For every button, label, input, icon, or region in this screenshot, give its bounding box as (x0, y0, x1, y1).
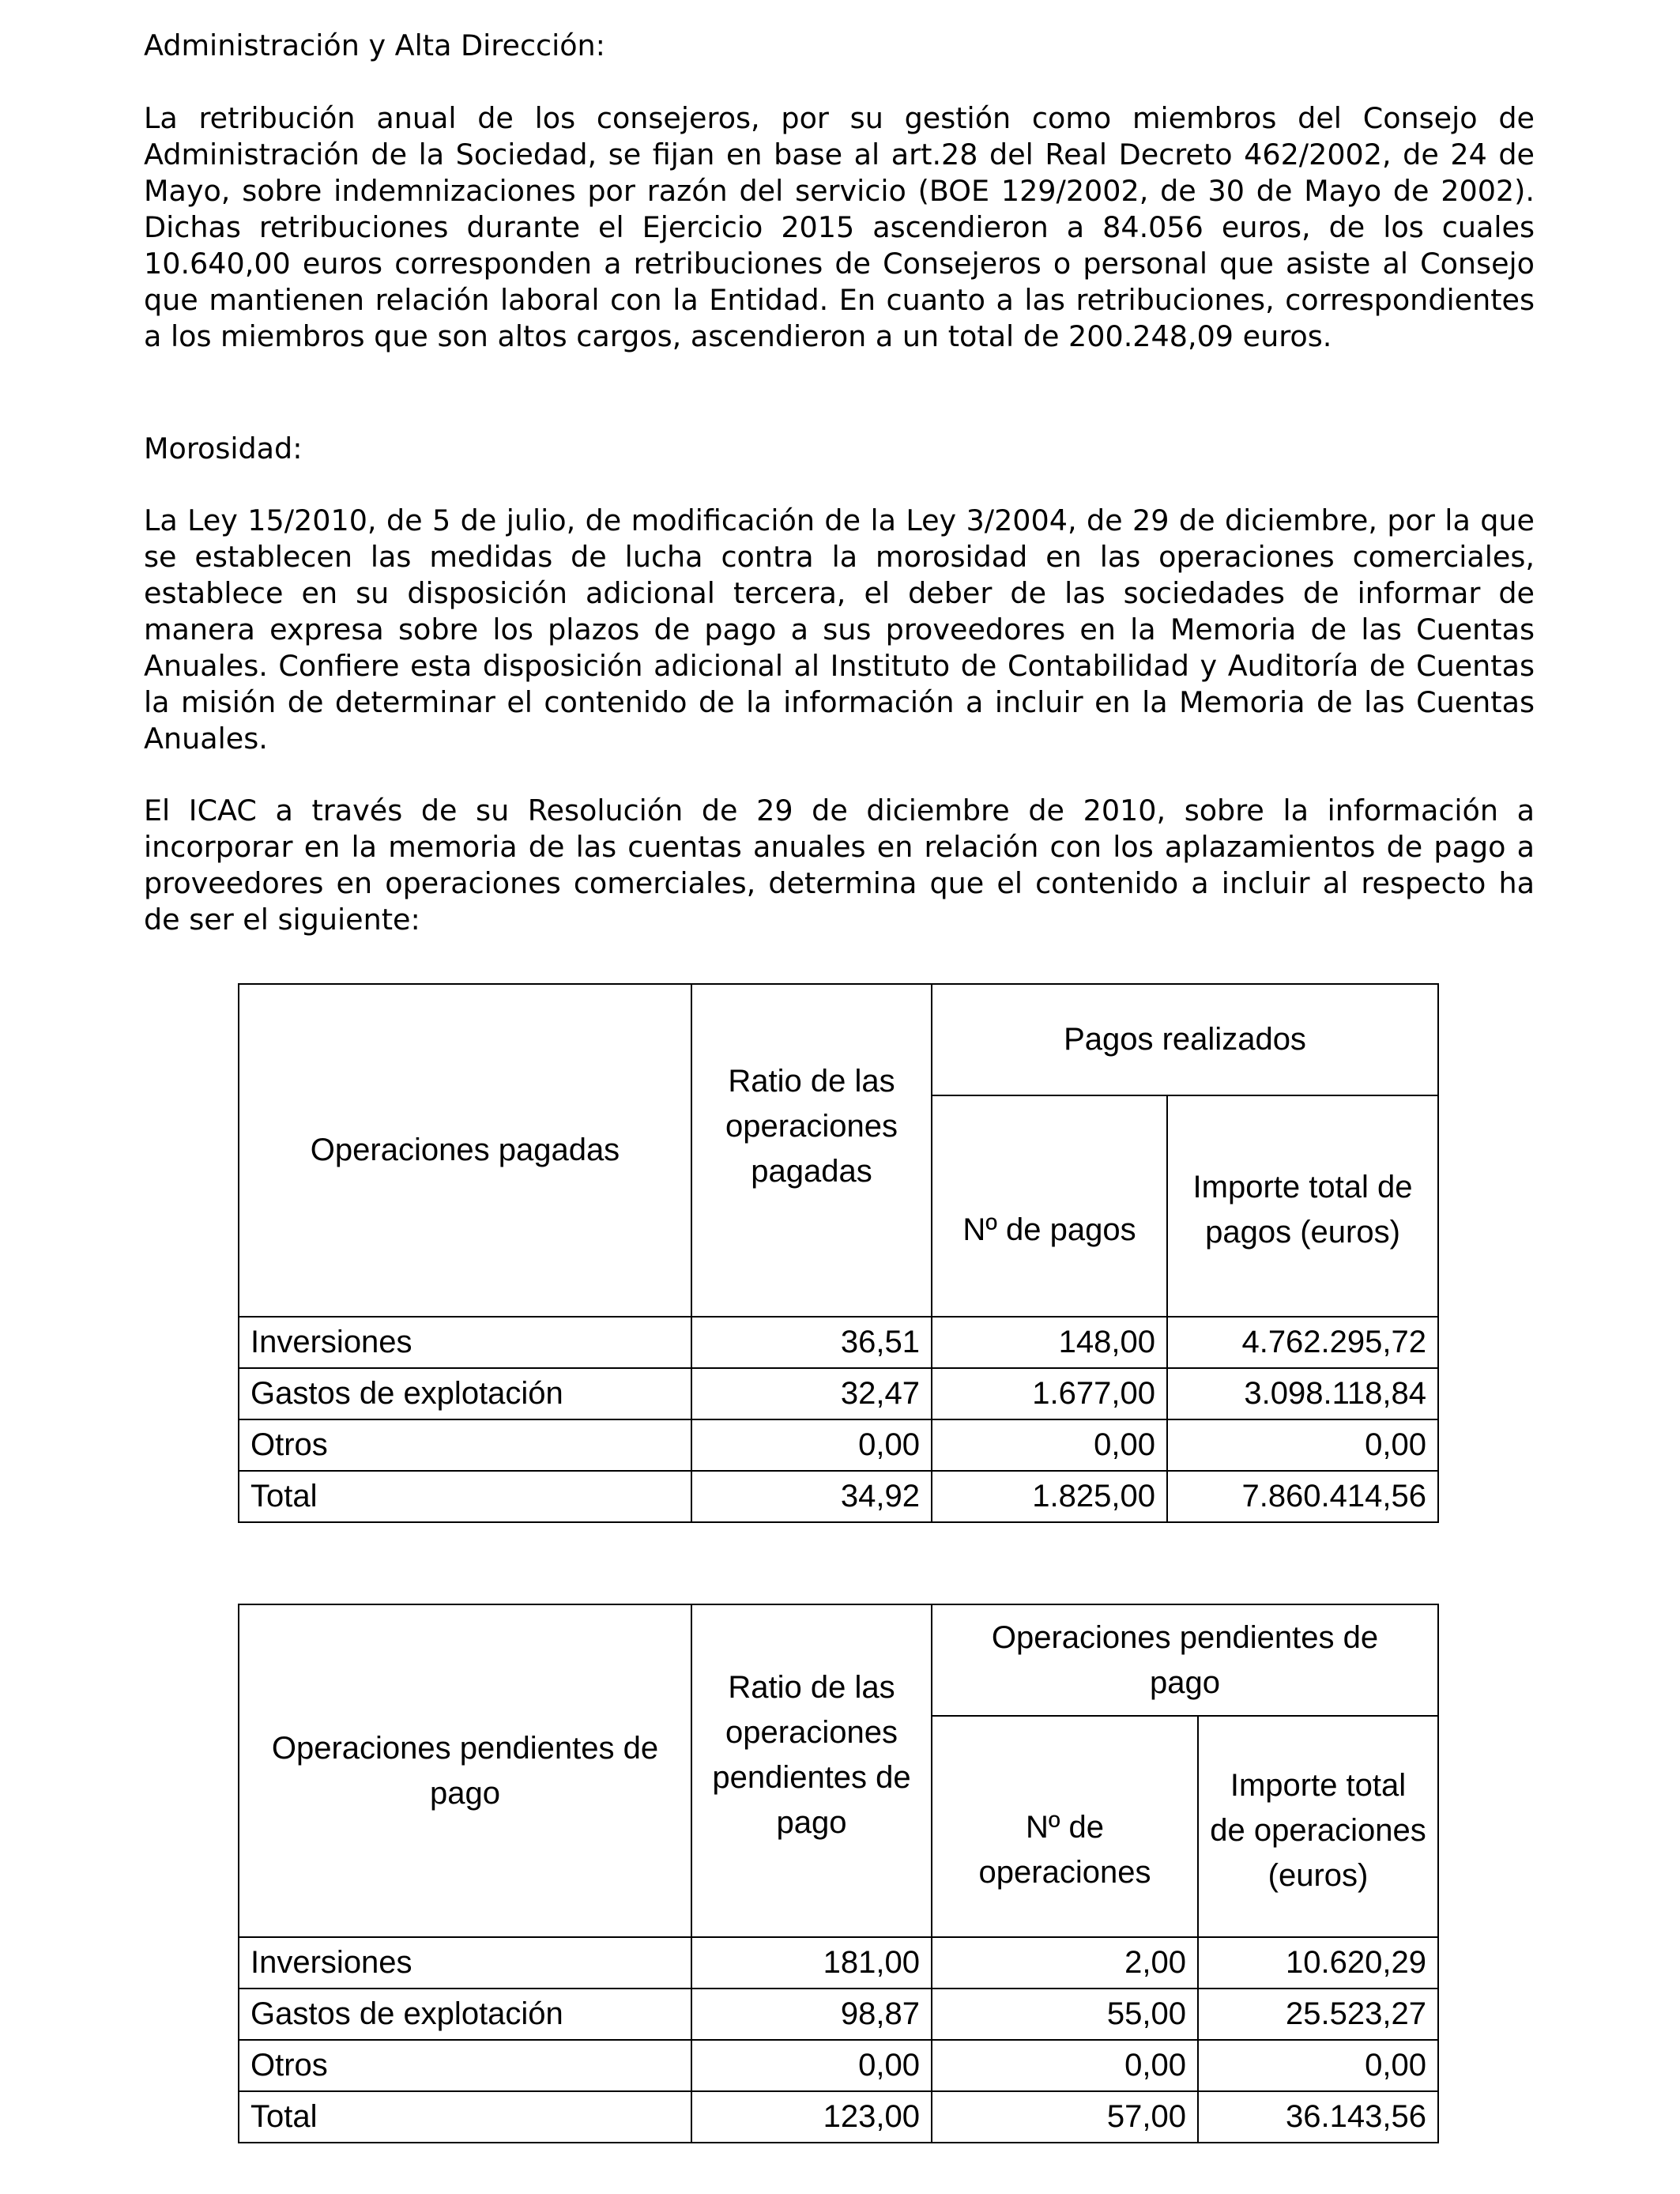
header-ratio-pendientes: Ratio de las operaciones pendientes de pago (691, 1604, 932, 1937)
cell-amount: 25.523,27 (1198, 1989, 1438, 2040)
heading-morosidad: Morosidad: (144, 432, 303, 466)
cell-count: 0,00 (932, 2040, 1198, 2091)
row-label: Otros (239, 2040, 691, 2091)
header-importe-pagos: Importe total de pagos (euros) (1167, 1095, 1438, 1317)
table-row (239, 1937, 1438, 1989)
cell-count: 1.677,00 (932, 1368, 1167, 1419)
table-row (239, 2040, 1438, 2091)
cell-ratio: 123,00 (691, 2091, 932, 2143)
row-label: Gastos de explotación (239, 1368, 691, 1419)
cell-count: 0,00 (932, 1419, 1167, 1471)
cell-ratio: 32,47 (691, 1368, 932, 1419)
cell-ratio: 34,92 (691, 1471, 932, 1522)
table-row (239, 1368, 1438, 1419)
cell-count: 57,00 (932, 2091, 1198, 2143)
header-pagos-realizados: Pagos realizados (932, 984, 1438, 1095)
paragraph-ley: La Ley 15/2010, de 5 de julio, de modificación de la Ley 3/2004, de 29 de diciembre, por la que se establecen las medidas de lucha contra la morosidad en las operaciones comerciales, establece en su disposición adicional tercera, el deber de las sociedades de informar de manera expresa sobre los plazos de pago a sus proveedores en la Memoria de las Cuentas Anuales. Confiere esta disposición adicional al Instituto de Contabilidad y Auditoría de Cuentas la misión de determinar el contenido de la información a incluir en la Memoria de las Cuentas Anuales. (144, 503, 1535, 756)
cell-amount: 3.098.118,84 (1167, 1368, 1438, 1419)
paragraph-retribucion: La retribución anual de los consejeros, por su gestión como miembros del Consejo de Administración de la Sociedad, se fijan en base al art.28 del Real Decreto 462/2002, de 24 de Mayo, sobre indemnizaciones por razón del servicio (BOE 129/2002, de 30 de Mayo de 2002). Dichas retribuciones durante el Ejercicio 2015 ascendieron a 84.056 euros, de los cuales 10.640,00 euros corresponden a retribuciones de Consejeros o personal que asiste al Consejo que mantienen relación laboral con la Entidad. En cuanto a las retribuciones, correspondientes a los miembros que son altos cargos, ascendieron a un total de 200.248,09 euros. (144, 101, 1535, 353)
cell-ratio: 98,87 (691, 1989, 932, 2040)
table-row (239, 1419, 1438, 1471)
cell-ratio: 0,00 (691, 2040, 932, 2091)
header-operaciones-pendientes: Operaciones pendientes de pago (239, 1604, 691, 1937)
cell-count: 2,00 (932, 1937, 1198, 1989)
header-importe-operaciones: Importe total de operaciones (euros) (1198, 1716, 1438, 1937)
row-label: Otros (239, 1419, 691, 1471)
cell-ratio: 36,51 (691, 1317, 932, 1368)
heading-administracion: Administración y Alta Dirección: (144, 28, 605, 62)
cell-amount: 0,00 (1198, 2040, 1438, 2091)
cell-count: 148,00 (932, 1317, 1167, 1368)
table-pagos-realizados (238, 983, 1439, 1523)
header-ratio-pagadas: Ratio de las operaciones pagadas (691, 984, 932, 1317)
cell-ratio: 0,00 (691, 1419, 932, 1471)
cell-amount: 36.143,56 (1198, 2091, 1438, 2143)
cell-amount: 10.620,29 (1198, 1937, 1438, 1989)
header-n-pagos: Nº de pagos (932, 1095, 1167, 1317)
row-label: Total (239, 2091, 691, 2143)
cell-ratio: 181,00 (691, 1937, 932, 1989)
cell-amount: 4.762.295,72 (1167, 1317, 1438, 1368)
header-operaciones-pagadas: Operaciones pagadas (239, 984, 691, 1317)
cell-amount: 7.860.414,56 (1167, 1471, 1438, 1522)
table-row (239, 2091, 1438, 2143)
table-pendientes-pago (238, 1604, 1439, 2143)
table-row (239, 1471, 1438, 1522)
cell-amount: 0,00 (1167, 1419, 1438, 1471)
paragraph-icac: El ICAC a través de su Resolución de 29 de diciembre de 2010, sobre la información a incorporar en la memoria de las cuentas anuales en relación con los aplazamientos de pago a proveedores en operaciones comerciales, determina que el contenido a incluir al respecto ha de ser el siguiente: (144, 794, 1535, 937)
row-label: Gastos de explotación (239, 1989, 691, 2040)
header-n-operaciones: Nº de operaciones (932, 1716, 1198, 1937)
row-label: Inversiones (239, 1937, 691, 1989)
cell-count: 55,00 (932, 1989, 1198, 2040)
table-row (239, 1989, 1438, 2040)
header-group-pendientes: Operaciones pendientes de pago (932, 1604, 1438, 1716)
row-label: Inversiones (239, 1317, 691, 1368)
table-row (239, 1317, 1438, 1368)
row-label: Total (239, 1471, 691, 1522)
cell-count: 1.825,00 (932, 1471, 1167, 1522)
